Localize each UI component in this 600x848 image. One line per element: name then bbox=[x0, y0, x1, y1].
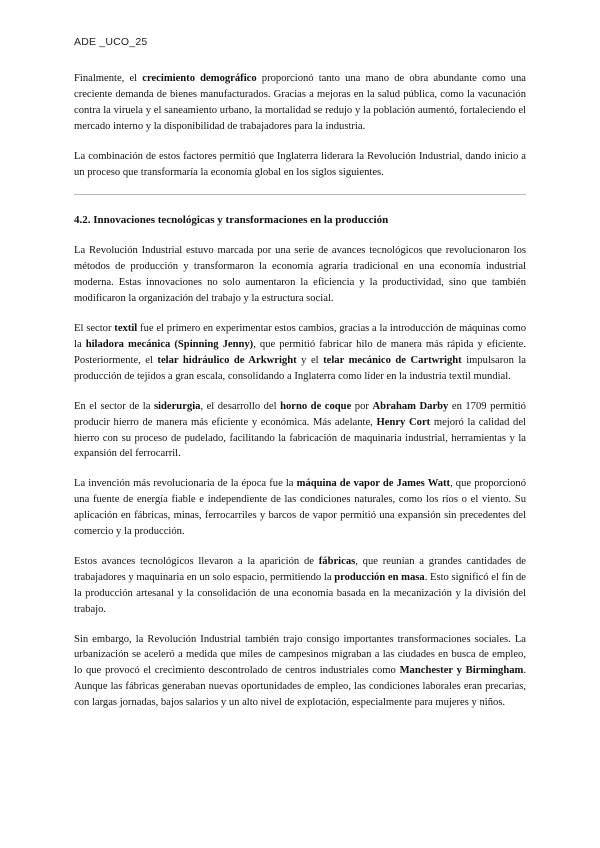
text-run: La invención más revolucionaria de la época fue la bbox=[74, 478, 297, 490]
bold-term: producción en masa bbox=[334, 571, 425, 583]
text-run: , el desarrollo del bbox=[200, 400, 281, 412]
text-run: . Aunque las fábricas generaban nuevas oportunidades de empleo, las condiciones laborales eran precarias, con largas jornadas, bajos salarios y un alto nivel de explotación, especialmente para mujeres y niños. bbox=[74, 665, 526, 709]
text-run: en 1709 permitió producir hierro de manera más eficiente y económica. Más adelante, bbox=[74, 400, 526, 428]
text-run: , que reunían a grandes cantidades de trabajadores y maquinaria en un solo espacio, permitiendo la bbox=[74, 555, 526, 583]
section-heading: 4.2. Innovaciones tecnológicas y transformaciones en la producción bbox=[74, 214, 389, 227]
text-run: impulsaron la producción de tejidos a gran escala, consolidando a Inglaterra como líder en la industria textil mundial. bbox=[74, 354, 527, 382]
text-run: Estos avances tecnológicos llevaron a la aparición de bbox=[74, 555, 319, 567]
bold-term: crecimiento demográfico bbox=[142, 73, 257, 84]
text-run: , que permitió fabricar hilo de manera más rápida y eficiente. Posteriormente, el bbox=[74, 338, 526, 366]
text-run: Sin embargo, la Revolución Industrial también trajo consigo importantes transformaciones sociales. La urbanización se aceleró a medida que miles de campesinos migraban a las ciudades en busca de empleo, lo que provocó el crecimiento descontrolado de centros industriales como bbox=[74, 633, 526, 677]
bold-term: Henry Cort bbox=[376, 416, 431, 428]
bold-term: Manchester y Birmingham bbox=[399, 665, 524, 677]
bold-term: Abraham Darby bbox=[372, 400, 449, 412]
bold-term: telar hidráulico de Arkwright bbox=[157, 354, 297, 366]
paragraph-social-changes bbox=[74, 632, 526, 712]
text-run: y el bbox=[296, 354, 324, 366]
text-run: por bbox=[351, 400, 373, 412]
text-run: El sector bbox=[74, 323, 115, 335]
section-divider bbox=[74, 194, 526, 195]
text-run: proporcionó tanto una mano de obra abundante como una creciente demanda de bienes manufacturados. Gracias a mejoras en la salud pública, como la vacunación contra la viruela y el saneamiento urbano, la mortalidad se redujo y la población aumentó, fortaleciendo el mercado interno y la disponibilidad de trabajadores para la industria. bbox=[74, 73, 526, 132]
text-run: . Esto significó el fin de la producción artesanal y la consolidación de una economía basada en la mecanización y la división del trabajo. bbox=[74, 571, 526, 615]
bold-term: hiladora mecánica (Spinning Jenny) bbox=[85, 338, 254, 350]
bold-term: telar mecánico de Cartwright bbox=[323, 354, 462, 366]
bold-term: siderurgia bbox=[153, 400, 201, 412]
paragraph-conclusion: La combinación de estos factores permitió que Inglaterra liderara la Revolución Industrial, dando inicio a un proceso que transformaría la economía global en los siglos siguientes. bbox=[74, 150, 526, 178]
bold-term: máquina de vapor de James Watt bbox=[296, 478, 451, 490]
text-run: fue el primero en experimentar estos cambios, gracias a la introducción de máquinas como la bbox=[74, 323, 527, 350]
paragraph-tech-advances: La Revolución Industrial estuvo marcada por una serie de avances tecnológicos que revolucionaron los métodos de producción y transformaron la economía agraria tradicional en una economía industrial moderna. Estas innovaciones no solo aumentaron la eficiencia y la productividad, sino que también modificaron la organización del trabajo y la estructura social. bbox=[74, 245, 526, 305]
paragraph-siderurgy bbox=[74, 399, 526, 463]
paragraph-factories bbox=[74, 554, 526, 618]
paragraph-steam-engine bbox=[74, 476, 526, 540]
text-run: , que proporcionó una fuente de energía fiable e independiente de las condiciones naturales, como los ríos o el viento. Su aplicación en fábricas, minas, ferrocarriles y barcos de vapor permitió una expansión sin precedentes del comercio y la producción. bbox=[74, 478, 526, 538]
bold-term: fábricas bbox=[318, 555, 356, 567]
text-run: mejoró la calidad del hierro con su proceso de pudelado, facilitando la fabricación de maquinaria industrial, herramientas y la expansión del ferrocarril. bbox=[74, 416, 526, 460]
page-header: ADE _UCO_25 bbox=[74, 36, 148, 48]
paragraph-demographic-growth bbox=[74, 71, 526, 135]
bold-term: horno de coque bbox=[280, 400, 352, 412]
page-content bbox=[74, 71, 526, 725]
bold-term: textil bbox=[114, 323, 138, 335]
text-run: Finalmente, el bbox=[74, 73, 143, 84]
paragraph-textile bbox=[74, 321, 526, 385]
text-run: En el sector de la bbox=[74, 400, 154, 412]
